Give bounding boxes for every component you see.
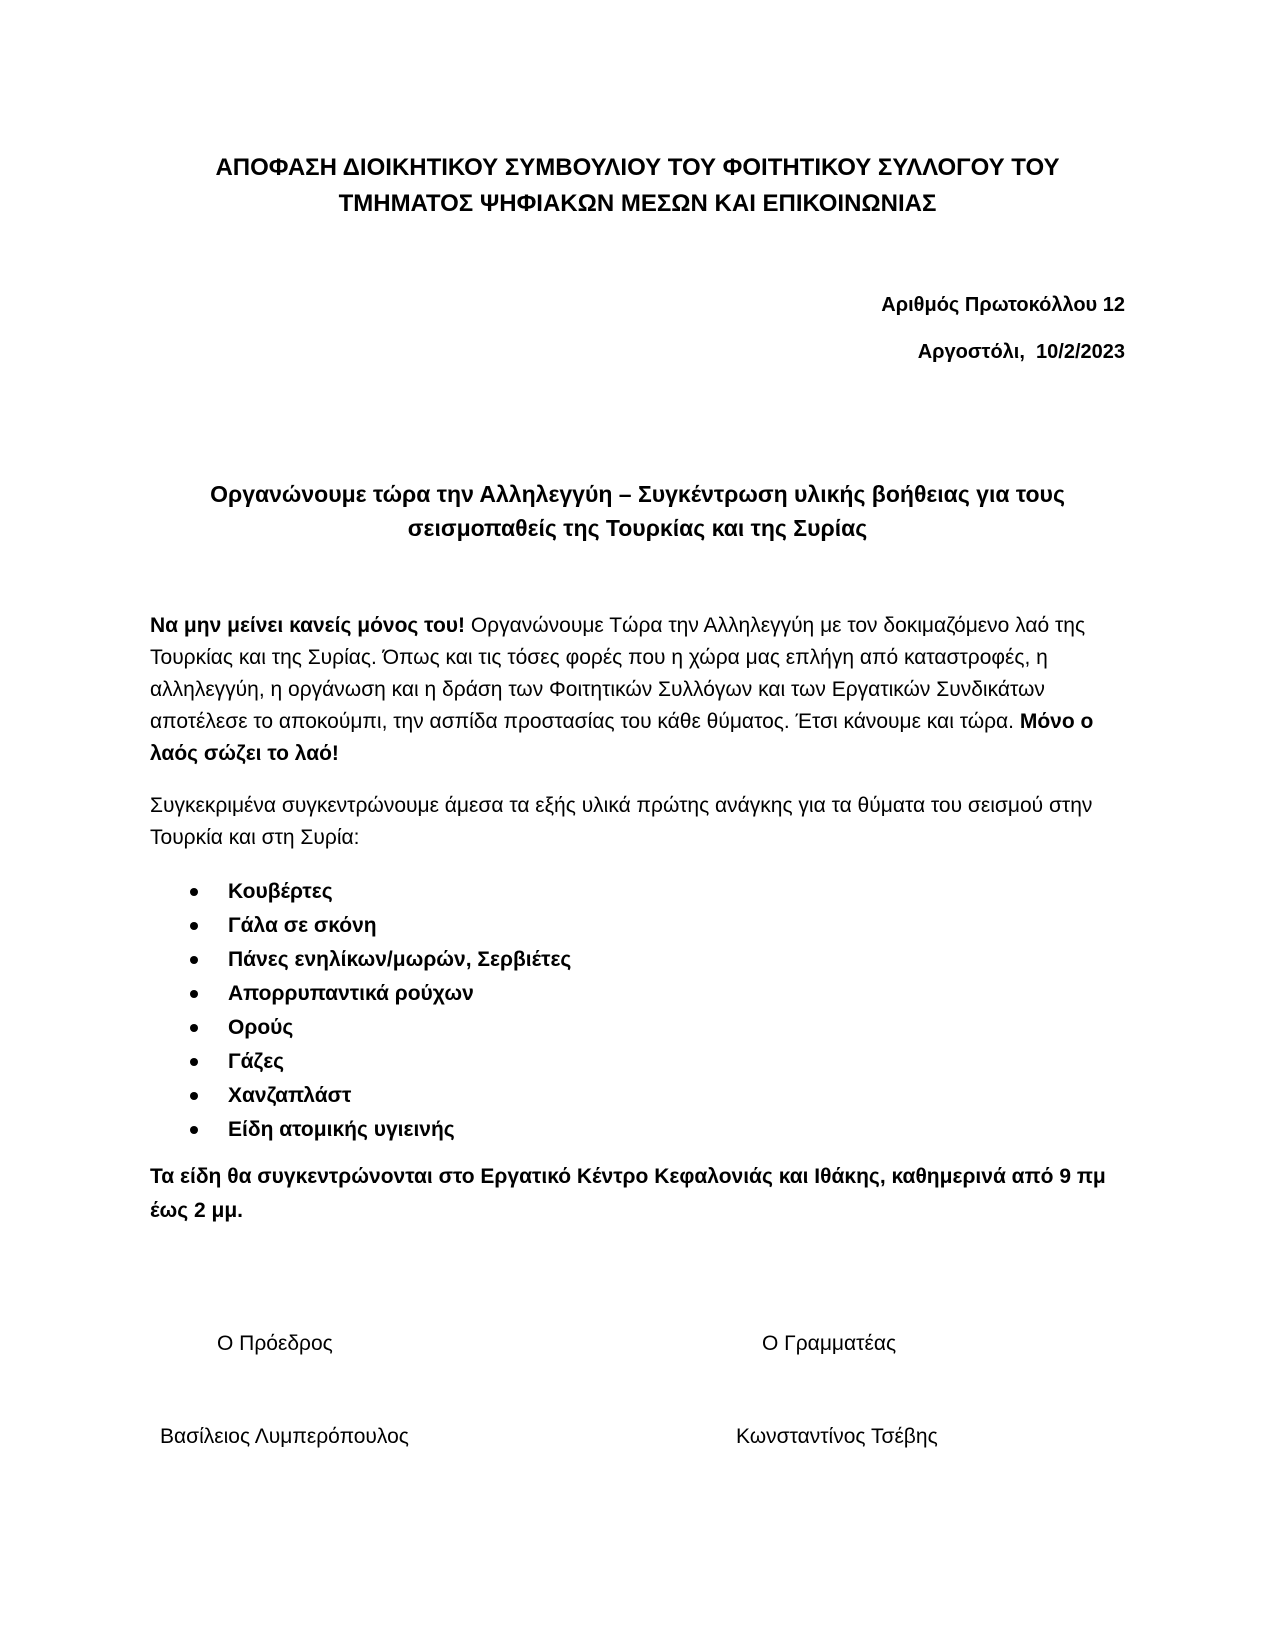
intro-text: Οργανώνουμε Τώρα την Αλληλεγγύη με τον δοκιμαζόμενο λαό της Τουρκίας και της Συρίας. Όπως και τις τόσες φορές που η χώρα μας επλήγη από καταστροφές, η αλληλεγγύη, η οργάνωση και η δράση των Φοιτητικών Συλλόγων και των Εργατικών Συνδικάτων αποτέλεσε το αποκούμπι, την ασπίδα προστασίας του κάθε θύματος. Έτσι κάνουμε και τώρα. [150, 614, 1086, 733]
president-name: Βασίλειος Λυμπερόπουλος [160, 1425, 409, 1448]
intro-tail-bold: Μόνο ο λαός σώζει το λαό! [150, 710, 1094, 765]
bullet-icon [190, 888, 198, 896]
list-item [150, 1079, 1050, 1113]
document-title [150, 150, 1125, 222]
list-item-label: Είδη ατομικής υγιεινής [228, 1118, 455, 1141]
list-item-label: Χανζαπλάστ [228, 1084, 352, 1107]
document-title-line-1: ΑΠΟΦΑΣΗ ΔΙΟΙΚΗΤΙΚΟΥ ΣΥΜΒΟΥΛΙΟΥ ΤΟΥ ΦΟΙΤΗΤΙΚΟΥ ΣΥΛΛΟΓΟΥ ΤΟΥ [215, 154, 1060, 181]
protocol-number: Αριθμός Πρωτοκόλλου 12 [881, 294, 1125, 316]
list-item [150, 1113, 1050, 1147]
president-title: Ο Πρόεδρος [217, 1332, 333, 1355]
list-item [150, 1045, 1050, 1079]
bullet-icon [190, 1126, 198, 1134]
intro-lead-bold: Να μην μείνει κανείς μόνος του! [150, 614, 465, 637]
subject-line-2: σεισμοπαθείς της Τουρκίας και της Συρίας [407, 515, 868, 541]
list-item-label: Απορρυπαντικά ρούχων [228, 982, 474, 1005]
materials-list [150, 875, 1050, 1147]
list-item [150, 943, 1050, 977]
document-title-line-2: ΤΜΗΜΑΤΟΣ ΨΗΦΙΑΚΩΝ ΜΕΣΩΝ ΚΑΙ ΕΠΙΚΟΙΝΩΝΙΑΣ [338, 190, 937, 217]
list-item-label: Ορούς [228, 1016, 294, 1039]
bullet-icon [190, 1058, 198, 1066]
secretary-title: Ο Γραμματέας [762, 1332, 897, 1355]
list-item-label: Πάνες ενηλίκων/μωρών, Σερβιέτες [228, 948, 572, 971]
bullet-icon [190, 1092, 198, 1100]
list-item [150, 1011, 1050, 1045]
list-item-label: Γάζες [228, 1050, 285, 1073]
materials-intro-paragraph: Συγκεκριμένα συγκεντρώνουμε άμεσα τα εξής υλικά πρώτης ανάγκης για τα θύματα του σεισμού στην Τουρκία και στη Συρία: [150, 794, 1093, 849]
subject-heading [150, 477, 1125, 545]
list-item [150, 875, 1050, 909]
list-item-label: Γάλα σε σκόνη [228, 914, 377, 937]
bullet-icon [190, 1024, 198, 1032]
intro-paragraph [150, 610, 1125, 770]
list-item [150, 977, 1050, 1011]
list-item-label: Κουβέρτες [228, 880, 333, 903]
bullet-icon [190, 922, 198, 930]
list-item [150, 909, 1050, 943]
place-and-date: Αργοστόλι, 10/2/2023 [917, 341, 1125, 363]
collection-point-paragraph: Τα είδη θα συγκεντρώνονται στο Εργατικό Κέντρο Κεφαλονιάς και Ιθάκης, καθημερινά από 9 πμ έως 2 μμ. [150, 1165, 1106, 1222]
secretary-name: Κωνσταντίνος Τσέβης [736, 1425, 938, 1448]
bullet-icon [190, 990, 198, 998]
subject-line-1: Οργανώνουμε τώρα την Αλληλεγγύη – Συγκέντρωση υλικής βοήθειας για τους [210, 481, 1065, 507]
bullet-icon [190, 956, 198, 964]
